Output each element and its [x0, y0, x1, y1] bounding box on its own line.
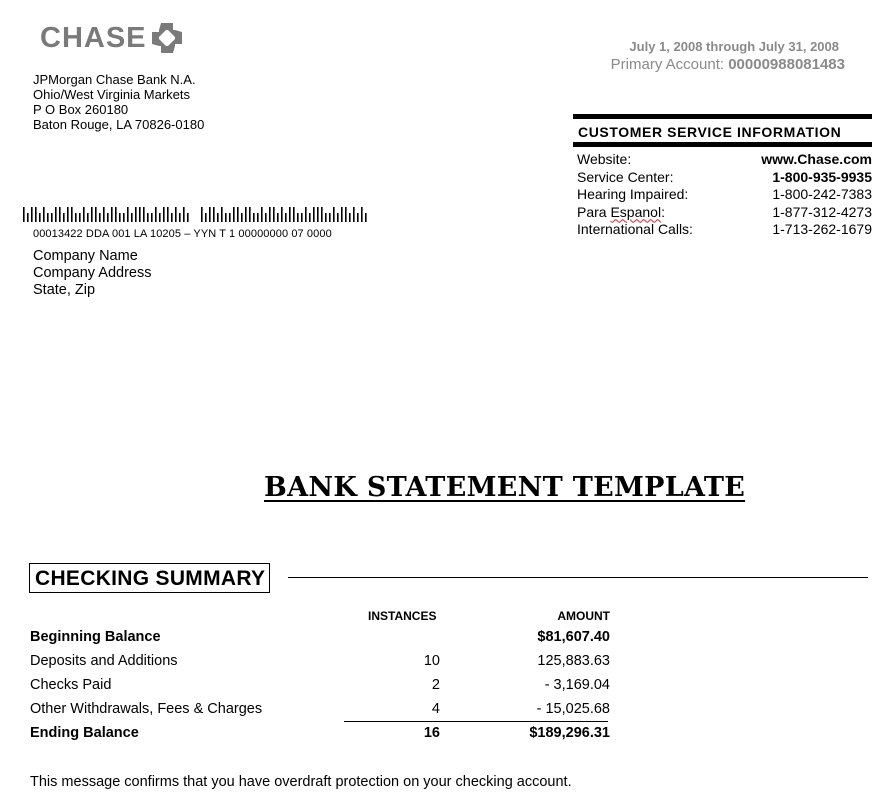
table-row — [30, 722, 620, 746]
bank-address-line: Ohio/West Virginia Markets — [33, 87, 191, 102]
postal-barcode — [23, 207, 368, 222]
row-label: Checks Paid — [30, 677, 112, 693]
row-instances: 16 — [423, 725, 440, 741]
row-amount: $81,607.40 — [537, 629, 610, 645]
table-row — [30, 698, 620, 722]
brand-name: CHASE — [40, 22, 147, 54]
row-instances: 10 — [423, 653, 440, 669]
cs-value: 1-800-935-9935 — [772, 168, 872, 185]
table-header — [30, 606, 620, 626]
cs-row-website — [573, 151, 872, 169]
column-header-amount: AMOUNT — [557, 609, 610, 623]
cs-label: Para Espanol: — [577, 203, 665, 220]
cs-row-para-espanol — [573, 204, 872, 222]
chase-logo — [40, 22, 183, 54]
primary-account-number: 00000988081483 — [728, 56, 845, 73]
row-amount: 125,883.63 — [537, 653, 610, 669]
cs-value: 1-800-242-7383 — [772, 186, 872, 202]
customer-address-line: Company Address — [33, 265, 152, 281]
period-end: July 31, 2008 — [758, 39, 839, 54]
cs-label: International Calls: — [577, 221, 693, 237]
page-title: BANK STATEMENT TEMPLATE — [264, 472, 746, 503]
checking-summary-heading: CHECKING SUMMARY — [29, 563, 270, 593]
cs-label: Website: — [577, 151, 632, 167]
chase-octagon-icon — [151, 22, 183, 54]
customer-service-rows — [573, 151, 872, 239]
row-label: Beginning Balance — [30, 629, 161, 645]
barcode-text: 00013422 DDA 001 LA 10205 – YYN T 1 00000000 07 0000 — [33, 228, 332, 240]
customer-address-line: State, Zip — [33, 282, 96, 298]
cs-label: Service Center: — [577, 168, 674, 185]
customer-address-line: Company Name — [33, 248, 138, 264]
website-link[interactable]: www.Chase.com — [761, 151, 872, 167]
cs-row-service-center — [573, 169, 872, 187]
checking-summary-table — [30, 606, 620, 746]
overdraft-message: This message confirms that you have overdraft protection on your checking account. — [30, 774, 572, 790]
row-label: Other Withdrawals, Fees & Charges — [30, 701, 263, 717]
row-amount: - 15,025.68 — [536, 701, 610, 717]
customer-service-box — [573, 114, 872, 239]
customer-address — [33, 248, 151, 299]
divider — [288, 577, 868, 578]
table-row — [30, 626, 620, 650]
row-label: Ending Balance — [30, 725, 139, 741]
divider — [573, 142, 872, 147]
row-instances: 4 — [431, 701, 440, 717]
row-amount: $189,296.31 — [529, 725, 610, 741]
bank-address-line: P O Box 260180 — [33, 102, 129, 117]
cs-row-hearing-impaired — [573, 186, 872, 204]
cs-value: 1-713-262-1679 — [772, 221, 872, 237]
table-row — [30, 650, 620, 674]
column-header-instances: INSTANCES — [368, 609, 437, 623]
customer-service-title: CUSTOMER SERVICE INFORMATION — [578, 124, 842, 140]
cs-row-international — [573, 221, 872, 239]
bank-address-line: JPMorgan Chase Bank N.A. — [33, 72, 196, 87]
period-through: through — [706, 39, 756, 54]
primary-account-label: Primary Account: — [610, 56, 725, 73]
cs-label: Hearing Impaired: — [577, 186, 689, 202]
row-label: Deposits and Additions — [30, 653, 178, 669]
period-start: July 1, 2008 — [629, 39, 703, 54]
table-row — [30, 674, 620, 698]
bank-address-line: Baton Rouge, LA 70826-0180 — [33, 117, 205, 132]
primary-account — [611, 56, 845, 73]
row-amount: - 3,169.04 — [544, 677, 610, 693]
cs-value: 1-877-312-4273 — [772, 203, 872, 220]
bank-address — [33, 72, 204, 132]
row-instances: 2 — [431, 677, 440, 693]
statement-period — [629, 39, 839, 54]
